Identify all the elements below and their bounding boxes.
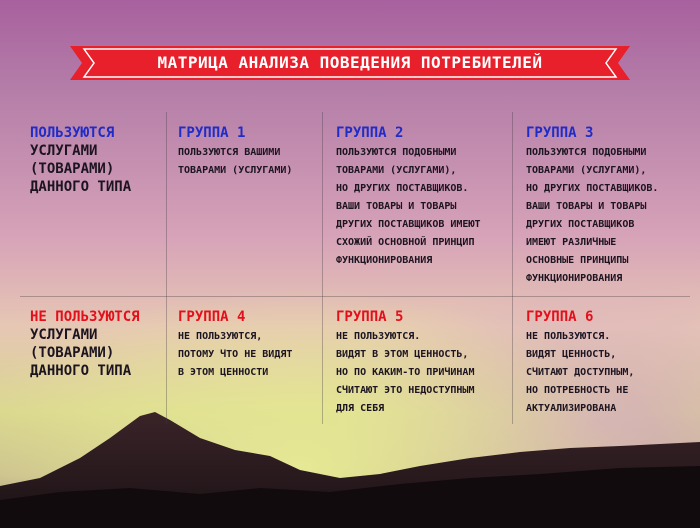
group-title: ГРУППА 6: [526, 309, 594, 325]
group-line: АКТУАЛИЗИРОВАНА: [526, 403, 617, 414]
group-title: ГРУППА 1: [178, 125, 246, 141]
group-line: ФУНКЦИОНИРОВАНИЯ: [336, 255, 433, 266]
group-line: ДРУГИХ ПОСТАВЩИКОВ: [526, 219, 635, 230]
group-line: ТОВАРАМИ (УСЛУГАМИ): [178, 165, 293, 176]
row-desc-line: (ТОВАРАМИ): [30, 161, 115, 177]
group-line: НО ПОТРЕБНОСТЬ НЕ: [526, 385, 629, 396]
group-2-cell: [336, 124, 508, 270]
column-divider: [166, 112, 167, 424]
row-header-users: [30, 124, 160, 196]
group-line: ПОЛЬЗУЮТСЯ ВАШИМИ: [178, 147, 281, 158]
group-line: НО ПО КАКИМ-ТО ПРИЧИНАМ: [336, 367, 475, 378]
group-line: ФУНКЦИОНИРОВАНИЯ: [526, 273, 623, 284]
row-status: НЕ ПОЛЬЗУЮТСЯ: [30, 309, 140, 325]
group-1-cell: [178, 124, 318, 180]
group-3-cell: [526, 124, 696, 288]
group-line: ВАШИ ТОВАРЫ И ТОВАРЫ: [336, 201, 457, 212]
column-divider: [322, 112, 323, 424]
group-line: ТОВАРАМИ (УСЛУГАМИ),: [526, 165, 647, 176]
group-line: ДРУГИХ ПОСТАВЩИКОВ ИМЕЮТ: [336, 219, 481, 230]
group-title: ГРУППА 4: [178, 309, 246, 325]
group-5-cell: [336, 308, 508, 418]
group-line: НО ДРУГИХ ПОСТАВЩИКОВ.: [336, 183, 469, 194]
group-6-cell: [526, 308, 696, 418]
row-header-non-users: [30, 308, 160, 380]
row-desc-line: ДАННОГО ТИПА: [30, 363, 132, 379]
group-line: ИМЕЮТ РАЗЛИЧНЫЕ: [526, 237, 617, 248]
row-desc-line: УСЛУГАМИ: [30, 327, 98, 343]
group-line: НЕ ПОЛЬЗУЮТСЯ.: [336, 331, 421, 342]
row-desc-line: (ТОВАРАМИ): [30, 345, 115, 361]
column-divider: [512, 112, 513, 424]
group-line: ВАШИ ТОВАРЫ И ТОВАРЫ: [526, 201, 647, 212]
group-line: ДЛЯ СЕБЯ: [336, 403, 385, 414]
group-line: СЧИТАЮТ ДОСТУПНЫМ,: [526, 367, 635, 378]
group-line: ПОТОМУ ЧТО НЕ ВИДЯТ: [178, 349, 293, 360]
group-title: ГРУППА 5: [336, 309, 404, 325]
group-line: ВИДЯТ ЦЕННОСТЬ,: [526, 349, 617, 360]
group-line: В ЭТОМ ЦЕННОСТИ: [178, 367, 269, 378]
group-line: ВИДЯТ В ЭТОМ ЦЕННОСТЬ,: [336, 349, 469, 360]
group-title: ГРУППА 2: [336, 125, 404, 141]
row-desc-line: ДАННОГО ТИПА: [30, 179, 132, 195]
title-banner: [70, 46, 630, 80]
group-line: ПОЛЬЗУЮТСЯ ПОДОБНЫМИ: [336, 147, 457, 158]
group-line: СХОЖИЙ ОСНОВНОЙ ПРИНЦИП: [336, 237, 475, 248]
group-line: НО ДРУГИХ ПОСТАВЩИКОВ.: [526, 183, 659, 194]
row-divider: [20, 296, 690, 297]
group-line: НЕ ПОЛЬЗУЮТСЯ.: [526, 331, 611, 342]
page-title: МАТРИЦА АНАЛИЗА ПОВЕДЕНИЯ ПОТРЕБИТЕЛЕЙ: [157, 53, 543, 72]
group-line: ТОВАРАМИ (УСЛУГАМИ),: [336, 165, 457, 176]
row-desc-line: УСЛУГАМИ: [30, 143, 98, 159]
mountain-silhouette: [0, 408, 700, 528]
row-status: ПОЛЬЗУЮТСЯ: [30, 125, 115, 141]
group-line: ОСНОВНЫЕ ПРИНЦИПЫ: [526, 255, 629, 266]
group-line: СЧИТАЮТ ЭТО НЕДОСТУПНЫМ: [336, 385, 475, 396]
group-4-cell: [178, 308, 318, 382]
group-title: ГРУППА 3: [526, 125, 594, 141]
group-line: ПОЛЬЗУЮТСЯ ПОДОБНЫМИ: [526, 147, 647, 158]
group-line: НЕ ПОЛЬЗУЮТСЯ,: [178, 331, 263, 342]
